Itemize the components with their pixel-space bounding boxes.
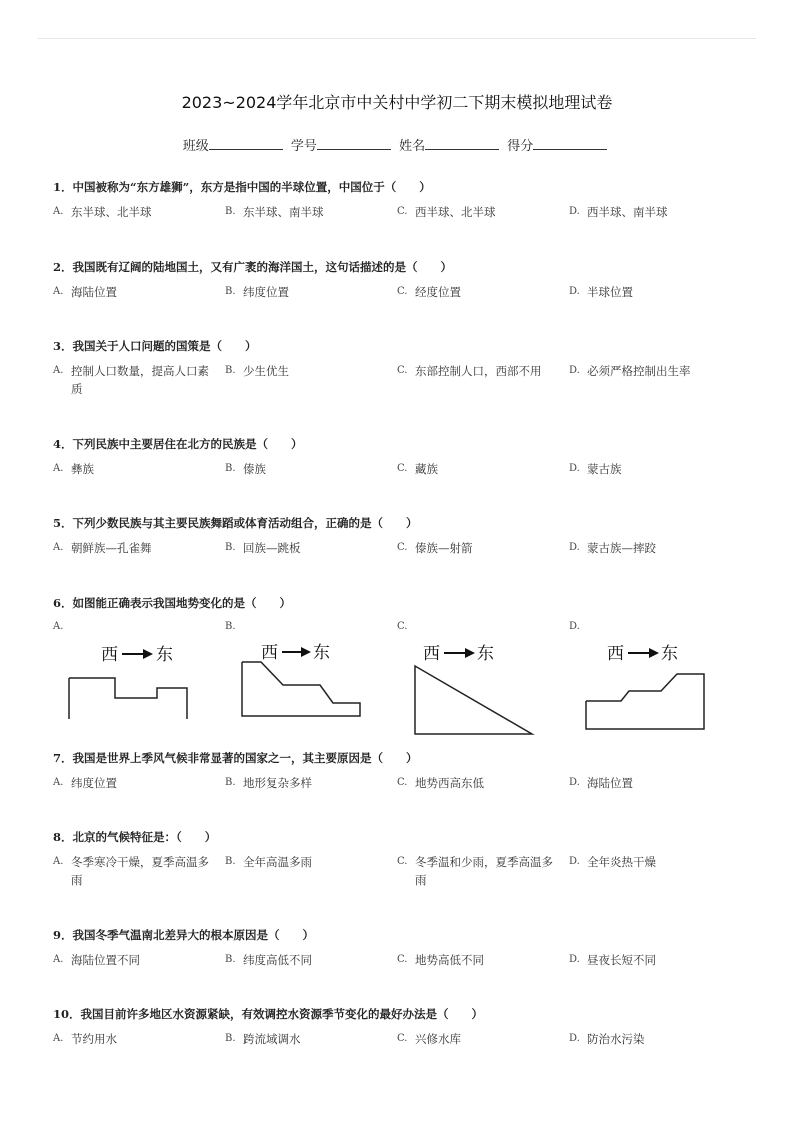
option-letter: D. (569, 542, 580, 553)
terrain-shape (242, 662, 360, 716)
question-10 (53, 1005, 753, 1070)
option-text: 海陆位置 (71, 285, 117, 299)
option-text: 经度位置 (415, 285, 461, 299)
option-c[interactable] (397, 283, 565, 301)
option-text: 纬度位置 (243, 285, 289, 299)
option-letter: C. (397, 286, 408, 297)
option-text: 兴修水库 (415, 1032, 461, 1046)
option-letter: D. (569, 286, 580, 297)
question-2 (53, 258, 753, 323)
option-c[interactable] (397, 774, 565, 792)
option-a[interactable] (53, 362, 221, 398)
option-text: 东部控制人口，西部不用 (415, 364, 542, 378)
student-info-line (0, 135, 794, 154)
options (53, 619, 753, 719)
option-b[interactable] (225, 853, 393, 871)
option-a[interactable] (53, 460, 221, 478)
question-stem: 4．下列民族中主要居住在北方的民族是（ ） (53, 437, 303, 451)
option-text: 海陆位置 (587, 776, 633, 790)
option-c[interactable] (397, 1030, 565, 1048)
terrain-profile-b (225, 619, 395, 719)
terrain-shape (586, 674, 704, 729)
option-b[interactable] (225, 362, 393, 380)
arrow-head (301, 647, 311, 657)
option-letter: C. (397, 621, 408, 632)
option-b[interactable] (225, 1030, 393, 1048)
option-letter: C. (397, 365, 408, 376)
option-letter: C. (397, 463, 408, 474)
option-letter: A. (53, 954, 64, 965)
class-label: 班级 (182, 139, 209, 154)
option-text: 蒙古族—摔跤 (587, 541, 656, 555)
option-text: 全年炎热干燥 (587, 855, 656, 869)
option-text: 跨流域调水 (243, 1032, 301, 1046)
option-text: 朝鲜族—孔雀舞 (71, 541, 152, 555)
option-text: 冬季寒冷干燥，夏季高温多雨 (71, 855, 209, 887)
option-d[interactable] (569, 283, 737, 301)
west-label: 西 (261, 643, 278, 663)
option-letter: A. (53, 286, 64, 297)
question-1 (53, 178, 753, 243)
option-d[interactable] (569, 951, 737, 969)
option-c[interactable] (397, 203, 565, 221)
option-letter: A. (53, 1033, 64, 1044)
west-label: 西 (423, 644, 440, 664)
option-text: 纬度位置 (71, 776, 117, 790)
terrain-shape (415, 666, 532, 734)
class-blank[interactable] (209, 136, 283, 150)
exam-title: 2023~2024学年北京市中关村中学初二下期末模拟地理试卷 (181, 93, 613, 112)
option-letter: A. (53, 777, 64, 788)
terrain-profile-a (53, 619, 223, 719)
terrain-shape (69, 678, 187, 719)
option-letter: B. (225, 542, 236, 553)
option-a[interactable] (53, 853, 221, 889)
terrain-profile-c (397, 619, 567, 739)
option-a[interactable] (53, 203, 221, 221)
option-d[interactable] (569, 619, 739, 719)
option-letter: D. (569, 365, 580, 376)
question-6 (53, 594, 753, 719)
option-text: 藏族 (415, 462, 438, 476)
option-letter: B. (225, 621, 236, 632)
question-stem: 10．我国目前许多地区水资源紧缺，有效调控水资源季节变化的最好办法是（ ） (53, 1007, 483, 1021)
option-c[interactable] (397, 460, 565, 478)
option-letter: A. (53, 542, 64, 553)
option-c[interactable] (397, 951, 565, 969)
option-letter: B. (225, 365, 236, 376)
option-a[interactable] (53, 1030, 221, 1048)
option-letter: A. (53, 463, 64, 474)
question-stem: 9．我国冬季气温南北差异大的根本原因是（ ） (53, 928, 314, 942)
option-text: 傣族 (243, 462, 266, 476)
option-text: 傣族—射箭 (415, 541, 473, 555)
option-d[interactable] (569, 774, 737, 792)
option-text: 少生优生 (243, 364, 289, 378)
option-letter: D. (569, 463, 580, 474)
question-stem: 5．下列少数民族与其主要民族舞蹈或体育活动组合，正确的是（ ） (53, 516, 418, 530)
option-letter: D. (569, 777, 580, 788)
option-letter: C. (397, 1033, 408, 1044)
option-letter: B. (225, 1033, 236, 1044)
option-b[interactable] (225, 283, 393, 301)
option-c[interactable] (397, 619, 567, 719)
question-9 (53, 926, 753, 991)
option-text: 防治水污染 (587, 1032, 645, 1046)
option-text: 地势高低不同 (415, 953, 484, 967)
option-letter: D. (569, 206, 580, 217)
option-a[interactable] (53, 774, 221, 792)
options (53, 539, 753, 579)
option-letter: C. (397, 856, 408, 867)
option-text: 东半球、南半球 (243, 205, 324, 219)
option-a[interactable] (53, 619, 223, 719)
name-label: 姓名 (399, 139, 426, 154)
option-c[interactable] (397, 539, 565, 557)
header-rule (38, 38, 756, 39)
question-stem: 6．如图能正确表示我国地势变化的是（ ） (53, 596, 291, 610)
option-letter: A. (53, 621, 64, 632)
option-text: 纬度高低不同 (243, 953, 312, 967)
score-blank[interactable] (533, 136, 607, 150)
option-letter: D. (569, 1033, 580, 1044)
option-a[interactable] (53, 951, 221, 969)
question-stem: 7．我国是世界上季风气候非常显著的国家之一，其主要原因是（ ） (53, 751, 418, 765)
options (53, 460, 753, 500)
student-id-label: 学号 (290, 139, 317, 154)
arrow-head (649, 648, 659, 658)
question-stem: 8．北京的气候特征是：（ ） (53, 830, 217, 844)
option-text: 节约用水 (71, 1032, 117, 1046)
east-label: 东 (661, 644, 678, 664)
option-d[interactable] (569, 1030, 737, 1048)
options (53, 283, 753, 323)
option-letter: C. (397, 206, 408, 217)
west-label: 西 (607, 644, 624, 664)
option-text: 地形复杂多样 (243, 776, 312, 790)
options (53, 774, 753, 814)
question-5 (53, 514, 753, 579)
option-text: 必须严格控制出生率 (587, 364, 691, 378)
option-letter: B. (225, 777, 236, 788)
east-label: 东 (477, 644, 494, 664)
option-text: 全年高温多雨 (243, 855, 312, 869)
option-letter: C. (397, 542, 408, 553)
option-letter: B. (225, 206, 236, 217)
question-stem: 1．中国被称为“东方雄狮”，东方是指中国的半球位置，中国位于（ ） (53, 180, 431, 194)
option-b[interactable] (225, 619, 395, 719)
question-stem: 2．我国既有辽阔的陆地国土，又有广袤的海洋国土，这句话描述的是（ ） (53, 260, 452, 274)
option-text: 海陆位置不同 (71, 953, 140, 967)
question-stem: 3．我国关于人口问题的国策是（ ） (53, 339, 257, 353)
options (53, 203, 753, 243)
option-letter: A. (53, 365, 64, 376)
option-d[interactable] (569, 539, 737, 557)
option-text: 昼夜长短不同 (587, 953, 656, 967)
option-c[interactable] (397, 853, 565, 889)
terrain-profile-d (569, 619, 739, 739)
option-letter: A. (53, 206, 64, 217)
option-b[interactable] (225, 203, 393, 221)
option-b[interactable] (225, 951, 393, 969)
question-3 (53, 337, 753, 402)
option-c[interactable] (397, 362, 565, 380)
option-d[interactable] (569, 460, 737, 478)
option-text: 回族—跳板 (243, 541, 301, 555)
option-letter: D. (569, 856, 580, 867)
option-letter: B. (225, 286, 236, 297)
option-text: 冬季温和少雨，夏季高温多雨 (415, 855, 553, 887)
option-a[interactable] (53, 283, 221, 301)
option-text: 半球位置 (587, 285, 633, 299)
option-letter: B. (225, 954, 236, 965)
options (53, 362, 753, 402)
option-text: 控制人口数量，提高人口素质 (71, 364, 209, 396)
options (53, 853, 753, 893)
score-label: 得分 (507, 139, 534, 154)
option-a[interactable] (53, 539, 221, 557)
west-label: 西 (101, 645, 118, 665)
option-text: 西半球、南半球 (587, 205, 668, 219)
option-letter: C. (397, 954, 408, 965)
east-label: 东 (313, 643, 330, 663)
option-letter: B. (225, 856, 236, 867)
options (53, 951, 753, 991)
option-d[interactable] (569, 853, 737, 871)
option-b[interactable] (225, 539, 393, 557)
option-b[interactable] (225, 774, 393, 792)
option-text: 东半球、北半球 (71, 205, 152, 219)
arrow-head (465, 648, 475, 658)
east-label: 东 (156, 645, 173, 665)
student-id-blank[interactable] (317, 136, 391, 150)
arrow-head (143, 649, 153, 659)
option-text: 西半球、北半球 (415, 205, 496, 219)
option-b[interactable] (225, 460, 393, 478)
option-letter: B. (225, 463, 236, 474)
option-text: 彝族 (71, 462, 94, 476)
option-text: 地势西高东低 (415, 776, 484, 790)
option-d[interactable] (569, 203, 737, 221)
option-d[interactable] (569, 362, 737, 380)
option-letter: D. (569, 954, 580, 965)
question-7 (53, 749, 753, 814)
option-text: 蒙古族 (587, 462, 622, 476)
option-letter: A. (53, 856, 64, 867)
options (53, 1030, 753, 1070)
option-letter: C. (397, 777, 408, 788)
question-4 (53, 435, 753, 500)
option-letter: D. (569, 621, 580, 632)
question-8 (53, 828, 753, 893)
name-blank[interactable] (425, 136, 499, 150)
